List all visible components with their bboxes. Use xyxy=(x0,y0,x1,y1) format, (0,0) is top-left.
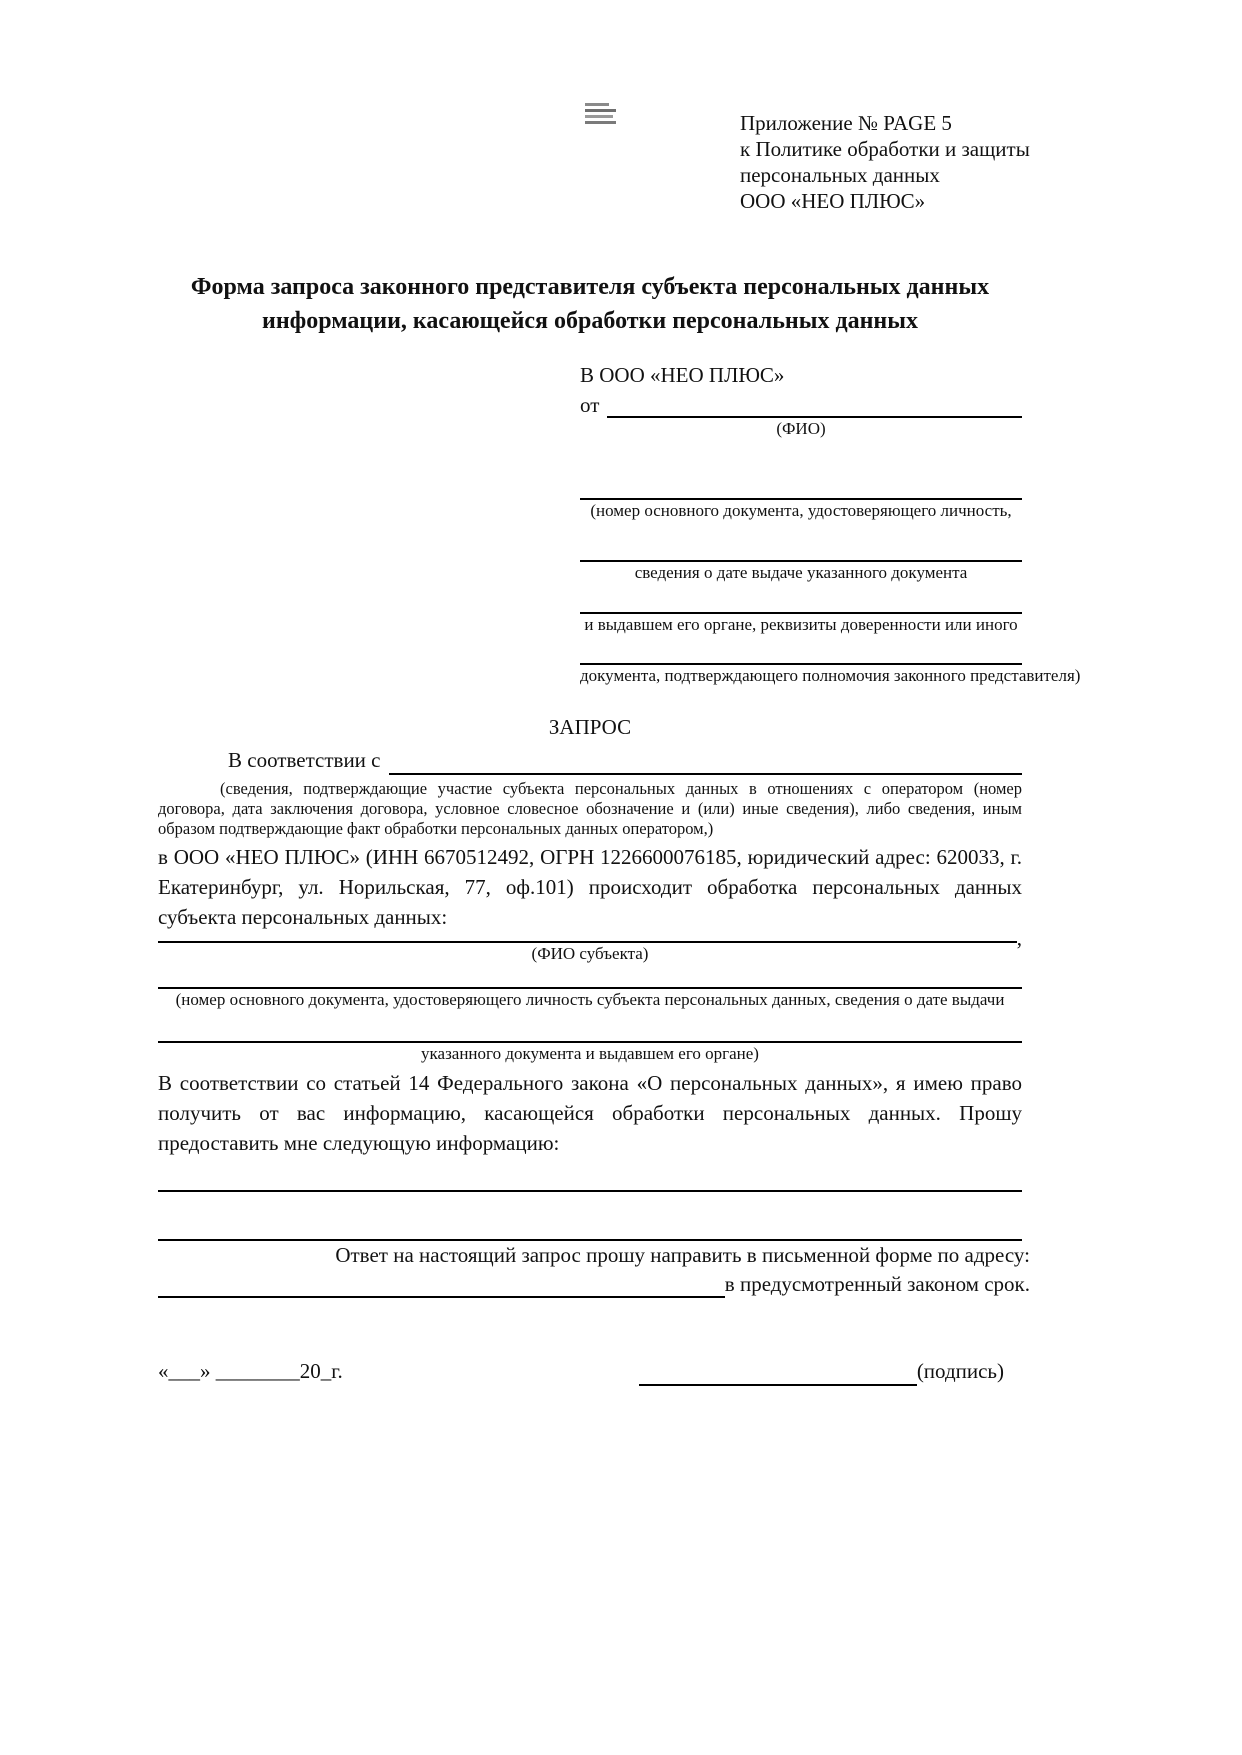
subject-doc-blank-line xyxy=(158,1011,1022,1043)
subject-doc-blank-line xyxy=(158,965,1022,989)
doc-caption: сведения о дате выдаче указанного документа xyxy=(634,563,968,582)
doc-blank-line xyxy=(580,636,1022,665)
answer-block xyxy=(158,1240,1030,1298)
appendix-header-line: персональных данных xyxy=(740,163,940,187)
from-label: от xyxy=(580,393,600,417)
doc-blank-line xyxy=(580,584,1022,614)
addressee-block xyxy=(580,360,1081,687)
document-title-line2: информации, касающейся обработки персональных данных xyxy=(262,308,918,334)
subject-doc-caption-2: указанного документа и выдавшем его органе) xyxy=(421,1044,759,1063)
appendix-header-line: к Политике обработки и защиты xyxy=(740,137,1030,161)
representative-doc-field xyxy=(580,522,1022,584)
fio-caption: (ФИО) xyxy=(776,419,826,438)
representative-doc-field xyxy=(580,584,1022,636)
info-blank-line-2 xyxy=(158,1192,1022,1241)
document-title-line1: Форма запроса законного представителя субъекта персональных данных xyxy=(190,274,990,300)
request-heading: ЗАПРОС xyxy=(548,715,632,739)
accordance-lead: В соответствии с xyxy=(228,748,381,772)
accordance-blank-line xyxy=(389,743,1023,775)
doc-caption: документа, подтверждающего полномочия законного представителя) xyxy=(580,666,1081,685)
answer-line1: Ответ на настоящий запрос прошу направить в письменной форме по адресу: xyxy=(335,1243,1030,1267)
requested-info-blanks xyxy=(158,1176,1022,1241)
date-blank: «___» ________20_г. xyxy=(158,1359,343,1383)
representative-doc-field xyxy=(580,636,1081,687)
doc-blank-line xyxy=(580,440,1022,500)
subject-doc-caption-1: (номер основного документа, удостоверяющего личность субъекта персональных данных, сведения о дате выдачи xyxy=(175,990,1005,1009)
signature-row xyxy=(158,1356,1022,1386)
fine-print-note: (сведения, подтверждающие участие субъекта персональных данных в отношениях с оператором (номер договора, дата заключения договора, условное словесное обозначение и (или) иные сведения), либо сведения, иным образом подтверждающие факт обработки персональных данных оператором,) xyxy=(158,779,1022,838)
addressee-to: В ООО «НЕО ПЛЮС» xyxy=(580,363,785,387)
appendix-header-line: ООО «НЕО ПЛЮС» xyxy=(740,189,926,213)
appendix-header-line: Приложение № PAGE 5 xyxy=(740,111,952,135)
accordance-row xyxy=(158,745,1022,775)
from-row xyxy=(580,390,1022,418)
from-name-blank-line xyxy=(607,388,1022,418)
signature-group xyxy=(639,1356,1004,1386)
appendix-header xyxy=(740,110,1040,214)
info-blank-line-1 xyxy=(158,1176,1022,1192)
representative-doc-field xyxy=(580,440,1022,522)
doc-blank-line xyxy=(580,522,1022,562)
doc-caption: и выдавшем его органе, реквизиты доверенности или иного xyxy=(584,615,1018,634)
embedded-field-icon xyxy=(585,101,616,128)
address-blank-line xyxy=(158,1268,725,1298)
answer-line2 xyxy=(158,1270,1030,1298)
law-paragraph: В соответствии со статьей 14 Федерального закона «О персональных данных», я имею право получить от вас информацию, касающейся обработки персональных данных. Прошу предоставить мне следующую информацию: xyxy=(158,1071,1022,1155)
subject-fields-block xyxy=(158,926,1022,1065)
subject-fio-caption: (ФИО субъекта) xyxy=(531,944,649,963)
trailing-comma: , xyxy=(1016,926,1022,950)
subject-fio-blank-line xyxy=(158,927,1017,943)
doc-caption: (номер основного документа, удостоверяющего личность, xyxy=(590,501,1012,520)
signature-caption: (подпись) xyxy=(916,1359,1004,1383)
operator-paragraph: в ООО «НЕО ПЛЮС» (ИНН 6670512492, ОГРН 1226600076185, юридический адрес: 620033, г. Екатеринбург, ул. Норильская, 77, оф.101) происходит обработка персональных данных субъекта персональных данных: xyxy=(158,845,1022,929)
answer-line2-suffix: в предусмотренный законом срок. xyxy=(724,1272,1030,1296)
signature-blank-line xyxy=(639,1360,917,1386)
subject-fio-row xyxy=(158,926,1022,950)
document-title xyxy=(158,270,1022,338)
